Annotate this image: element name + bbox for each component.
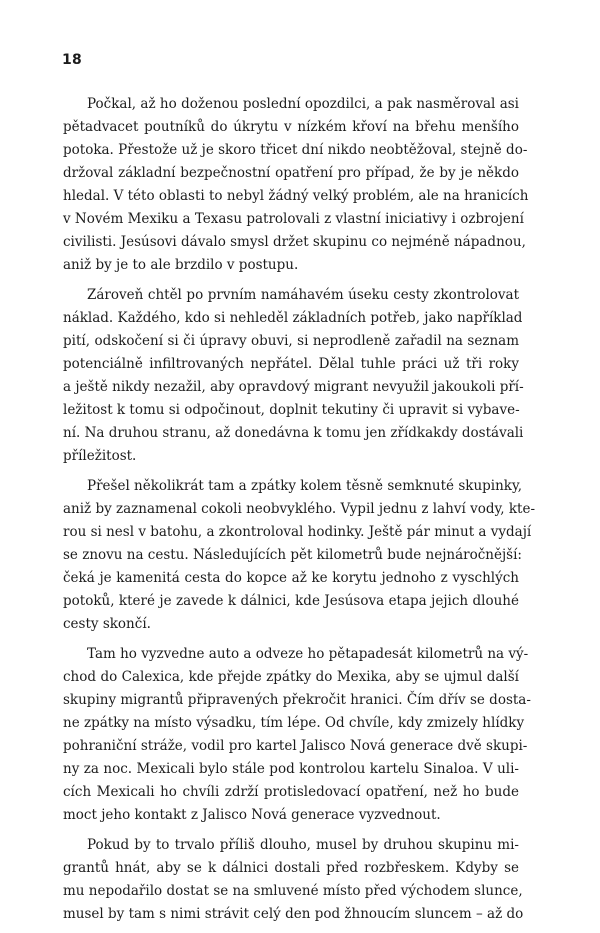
text-line: v Novém Mexiku a Texasu patrolovali z vlastní iniciativy i ozbrojení (63, 211, 524, 227)
text-line: Pokud by to trvalo příliš dlouho, musel by druhou skupinu mi- (87, 837, 519, 853)
text-line: hledal. V této oblasti to nebyl žádný velký problém, ale na hranicích (63, 188, 529, 204)
text-line: ležitost k tomu si odpočinout, doplnit tekutiny či upravit si vybave- (63, 402, 520, 418)
text-line: příležitost. (63, 448, 137, 464)
text-line: ny za noc. Mexicali bylo stále pod kontrolou kartelu Sinaloa. V uli- (63, 761, 519, 777)
text-line: čeká je kamenitá cesta do kopce až ke korytu jednoho z vyschlých (63, 570, 519, 586)
text-line: grantů hnát, aby se k dálnici dostali před rozbřeskem. Kdyby se (63, 860, 519, 876)
text-line: a ještě nikdy nezažil, aby opravdový migrant nevyužil jakoukoli pří- (63, 379, 524, 395)
text-line: Přešel několikrát tam a zpátky kolem těsně semknuté skupinky, (87, 478, 523, 494)
paragraph (63, 834, 524, 926)
text-line: náklad. Každého, kdo si nehleděl základních potřeb, jako například (63, 310, 523, 326)
text-line: moct jeho kontakt z Jalisco Nová generace vyzvednout. (63, 807, 441, 823)
text-line: se znovu na cestu. Následujících pět kilometrů bude nejnáročnější: (63, 547, 522, 563)
text-line: ní. Na druhou stranu, až donedávna k tomu jen zřídkakdy dostávali (63, 425, 524, 441)
text-line: potenciálně infiltrovaných nepřátel. Dělal tuhle práci už tři roky (63, 356, 519, 372)
text-line: Tam ho vyzvedne auto a odveze ho pětapadesát kilometrů na vý- (87, 646, 529, 662)
paragraph (63, 643, 531, 827)
text-line: mu nepodařilo dostat se na smluvené místo před východem slunce, (63, 883, 523, 899)
text-line: rou si nesl v batohu, a zkontroloval hodinky. Ještě pár minut a vydají (63, 524, 532, 540)
text-line: Zároveň chtěl po prvním namáhavém úseku cesty zkontrolovat (87, 287, 519, 303)
text-line: chod do Calexica, kde přejde zpátky do Mexika, aby se ujmul další (63, 669, 519, 685)
paragraph (63, 284, 524, 468)
paragraph (63, 475, 536, 636)
text-line: pití, odskočení si či úpravy obuvi, si neprodleně zařadil na seznam (63, 333, 519, 349)
text-line: pohraniční stráže, vodil pro kartel Jalisco Nová generace dvě skupi- (63, 738, 528, 754)
text-line: civilisti. Jesúsovi dávalo smysl držet skupinu co nejméně nápadnou, (63, 234, 526, 250)
text-line: držoval základní bezpečnostní opatření pro případ, že by je někdo (63, 165, 519, 181)
page-number: 18 (62, 52, 83, 68)
text-line: cích Mexicali ho chvíli zdrží protisledovací opatření, než ho bude (63, 784, 519, 800)
text-line: skupiny migrantů připravených překročit hranici. Čím dřív se dosta- (63, 692, 531, 708)
text-line: potoků, které je zavede k dálnici, kde Jesúsova etapa jejich dlouhé (63, 593, 519, 609)
text-line: ne zpátky na místo výsadku, tím lépe. Od chvíle, kdy zmizely hlídky (63, 715, 525, 731)
text-line: cesty skončí. (63, 616, 151, 632)
body-text (63, 93, 536, 933)
text-line: musel by tam s nimi strávit celý den pod žhnoucím sluncem – až do (63, 906, 524, 922)
text-line: pětadvacet poutníků do úkrytu v nízkém křoví na břehu menšího (63, 119, 519, 135)
text-line: Počkal, až ho doženou poslední opozdilci, a pak nasměroval asi (87, 96, 519, 112)
text-line: aniž by je to ale brzdilo v postupu. (63, 257, 299, 273)
text-line: potoka. Přestože už je skoro třicet dní nikdo neobtěžoval, stejně do- (63, 142, 528, 158)
paragraph (63, 93, 529, 277)
text-line: aniž by zaznamenal cokoli neobvyklého. Vypil jednu z lahví vody, kte- (63, 501, 536, 517)
